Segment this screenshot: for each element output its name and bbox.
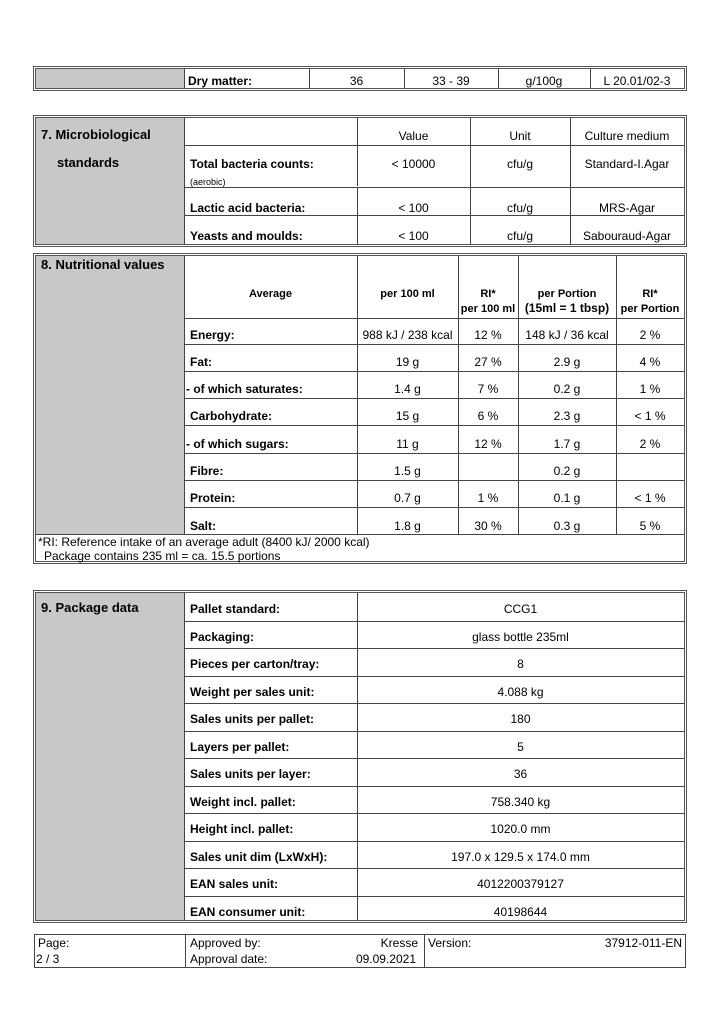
- package-row-value: CCG1: [503, 602, 538, 616]
- package-row-value: 4012200379127: [477, 877, 564, 891]
- nutrition-footnote-portions: Package contains 235 ml = ca. 15.5 portions: [44, 549, 281, 563]
- footer-approved-by-label: Approved by:: [190, 936, 261, 950]
- package-row-label: Packaging:: [190, 630, 255, 644]
- package-row-label: Pieces per carton/tray:: [190, 657, 320, 671]
- micro-row-medium: Standard-I.Agar: [584, 157, 670, 171]
- nutrition-row-per100: 19 g: [395, 355, 420, 369]
- footer-approval-date-label: Approval date:: [190, 952, 268, 966]
- nutrition-header-portion: per Portion: [537, 288, 597, 300]
- nutrition-row-ri100: 1 %: [477, 491, 499, 505]
- package-row-value: 197.0 x 129.5 x 174.0 mm: [451, 850, 590, 864]
- nutrition-header-ri-portion-sub: per Portion: [620, 303, 680, 315]
- package-row-label: Layers per pallet:: [190, 740, 290, 754]
- nutrition-header-portion-sub: (15ml = 1 tbsp): [524, 301, 610, 315]
- nutrition-row-portion: 0.3 g: [553, 519, 581, 533]
- nutrition-header-per100: per 100 ml: [380, 288, 435, 300]
- package-row-label: Weight per sales unit:: [190, 685, 315, 699]
- nutrition-row-label: Fibre:: [190, 464, 224, 478]
- package-row-value: 1020.0 mm: [490, 822, 551, 836]
- nutrition-row-per100: 15 g: [395, 409, 420, 423]
- nutrition-row-per100: 0.7 g: [394, 491, 421, 505]
- dry-matter-range: 33 - 39: [432, 74, 470, 88]
- nutrition-row-ri100: 12 %: [474, 437, 502, 451]
- nutrition-row-label: Protein:: [190, 491, 236, 505]
- nutrition-row-label: Energy:: [190, 328, 235, 342]
- package-title: 9. Package data: [41, 600, 139, 615]
- dry-matter-label: Dry matter:: [188, 74, 253, 88]
- footer-approval-date-value: 09.09.2021: [355, 952, 416, 966]
- nutrition-row-label: Carbohydrate:: [190, 409, 273, 423]
- nutrition-header-ri-sub: per 100 ml: [460, 303, 516, 315]
- nutrition-footnote-ri: *RI: Reference intake of an average adult (8400 kJ/ 2000 kcal): [38, 535, 370, 549]
- nutrition-row-label: - of which saturates:: [186, 382, 303, 396]
- nutrition-row-ri-portion: 4 %: [639, 355, 661, 369]
- nutrition-row-ri100: 12 %: [474, 328, 502, 342]
- package-row-label: EAN consumer unit:: [190, 905, 306, 919]
- micro-row-label: Yeasts and moulds:: [190, 229, 303, 243]
- nutrition-row-portion: 0.1 g: [553, 491, 581, 505]
- micro-row-unit: cfu/g: [506, 201, 533, 215]
- nutrition-row-label: Salt:: [190, 519, 217, 533]
- nutrition-row-ri100: 7 %: [477, 382, 499, 396]
- package-row-value: 4.088 kg: [497, 685, 544, 699]
- micro-row-label: Lactic acid bacteria:: [190, 201, 306, 215]
- dry-matter-unit: g/100g: [525, 74, 563, 88]
- package-row-value: 40198644: [493, 905, 548, 919]
- package-row-value: glass bottle 235ml: [472, 630, 569, 644]
- micro-header-value: Value: [398, 129, 429, 143]
- nutrition-row-ri100: 30 %: [474, 519, 502, 533]
- package-row-label: Sales units per layer:: [190, 767, 311, 781]
- nutrition-row-portion: 2.9 g: [553, 355, 581, 369]
- package-row-label: Pallet standard:: [190, 602, 281, 616]
- package-row-value: 5: [517, 740, 524, 754]
- micro-row-value: < 100: [398, 229, 429, 243]
- micro-row-note: (aerobic): [190, 177, 226, 187]
- micro-header-unit: Unit: [509, 129, 531, 143]
- package-row-label: Sales unit dim (LxWxH):: [190, 850, 328, 864]
- nutrition-title: 8. Nutritional values: [41, 257, 165, 272]
- nutrition-row-per100: 1.8 g: [394, 519, 421, 533]
- footer-version-label: Version:: [428, 936, 472, 950]
- nutrition-header-ri-portion: RI*: [642, 288, 658, 300]
- nutrition-row-ri-portion: 1 %: [639, 382, 661, 396]
- nutrition-row-label: Fat:: [190, 355, 212, 369]
- footer-approved-by-value: Kresse: [380, 936, 418, 950]
- package-row-label: EAN sales unit:: [190, 877, 279, 891]
- micro-header-medium: Culture medium: [584, 129, 670, 143]
- nutrition-row-portion: 1.7 g: [553, 437, 581, 451]
- nutrition-row-portion: 0.2 g: [553, 382, 581, 396]
- package-row-label: Weight incl. pallet:: [190, 795, 296, 809]
- footer-version-value: 37912-011-EN: [604, 936, 682, 950]
- nutrition-row-per100: 988 kJ / 238 kcal: [362, 328, 453, 342]
- nutrition-row-ri-portion: < 1 %: [634, 409, 666, 423]
- package-row-label: Height incl. pallet:: [190, 822, 294, 836]
- micro-title-line2: standards: [57, 155, 120, 170]
- package-row-label: Sales units per pallet:: [190, 712, 315, 726]
- nutrition-header-average: Average: [248, 288, 292, 300]
- package-row-value: 36: [513, 767, 528, 781]
- package-row-value: 758.340 kg: [490, 795, 551, 809]
- package-row-value: 8: [517, 657, 524, 671]
- nutrition-row-per100: 1.5 g: [394, 464, 421, 478]
- nutrition-row-ri-portion: 2 %: [639, 437, 661, 451]
- nutrition-row-ri-portion: 2 %: [639, 328, 661, 342]
- nutrition-row-ri100: 27 %: [474, 355, 502, 369]
- dry-matter-method: L 20.01/02-3: [603, 74, 671, 88]
- nutrition-row-per100: 11 g: [396, 437, 419, 451]
- nutrition-row-ri100: 6 %: [477, 409, 499, 423]
- micro-row-label: Total bacteria counts:: [190, 157, 314, 171]
- micro-row-unit: cfu/g: [506, 157, 533, 171]
- package-row-value: 180: [510, 712, 531, 726]
- nutrition-row-ri-portion: 5 %: [639, 519, 661, 533]
- nutrition-row-ri-portion: < 1 %: [634, 491, 666, 505]
- nutrition-header-ri: RI*: [480, 288, 496, 300]
- micro-row-value: < 10000: [391, 157, 436, 171]
- micro-row-value: < 100: [398, 201, 429, 215]
- micro-row-medium: MRS-Agar: [598, 201, 655, 215]
- footer-page-value: 2 / 3: [36, 952, 60, 966]
- micro-row-unit: cfu/g: [506, 229, 533, 243]
- nutrition-row-portion: 148 kJ / 36 kcal: [525, 328, 609, 342]
- footer-page-label: Page:: [38, 936, 70, 950]
- micro-row-medium: Sabouraud-Agar: [582, 229, 672, 243]
- nutrition-row-label: - of which sugars:: [186, 437, 289, 451]
- micro-title-line1: 7. Microbiological: [41, 127, 151, 142]
- nutrition-row-portion: 2.3 g: [553, 409, 581, 423]
- nutrition-row-portion: 0.2 g: [553, 464, 581, 478]
- dry-matter-value: 36: [349, 74, 364, 88]
- nutrition-row-per100: 1.4 g: [394, 382, 421, 396]
